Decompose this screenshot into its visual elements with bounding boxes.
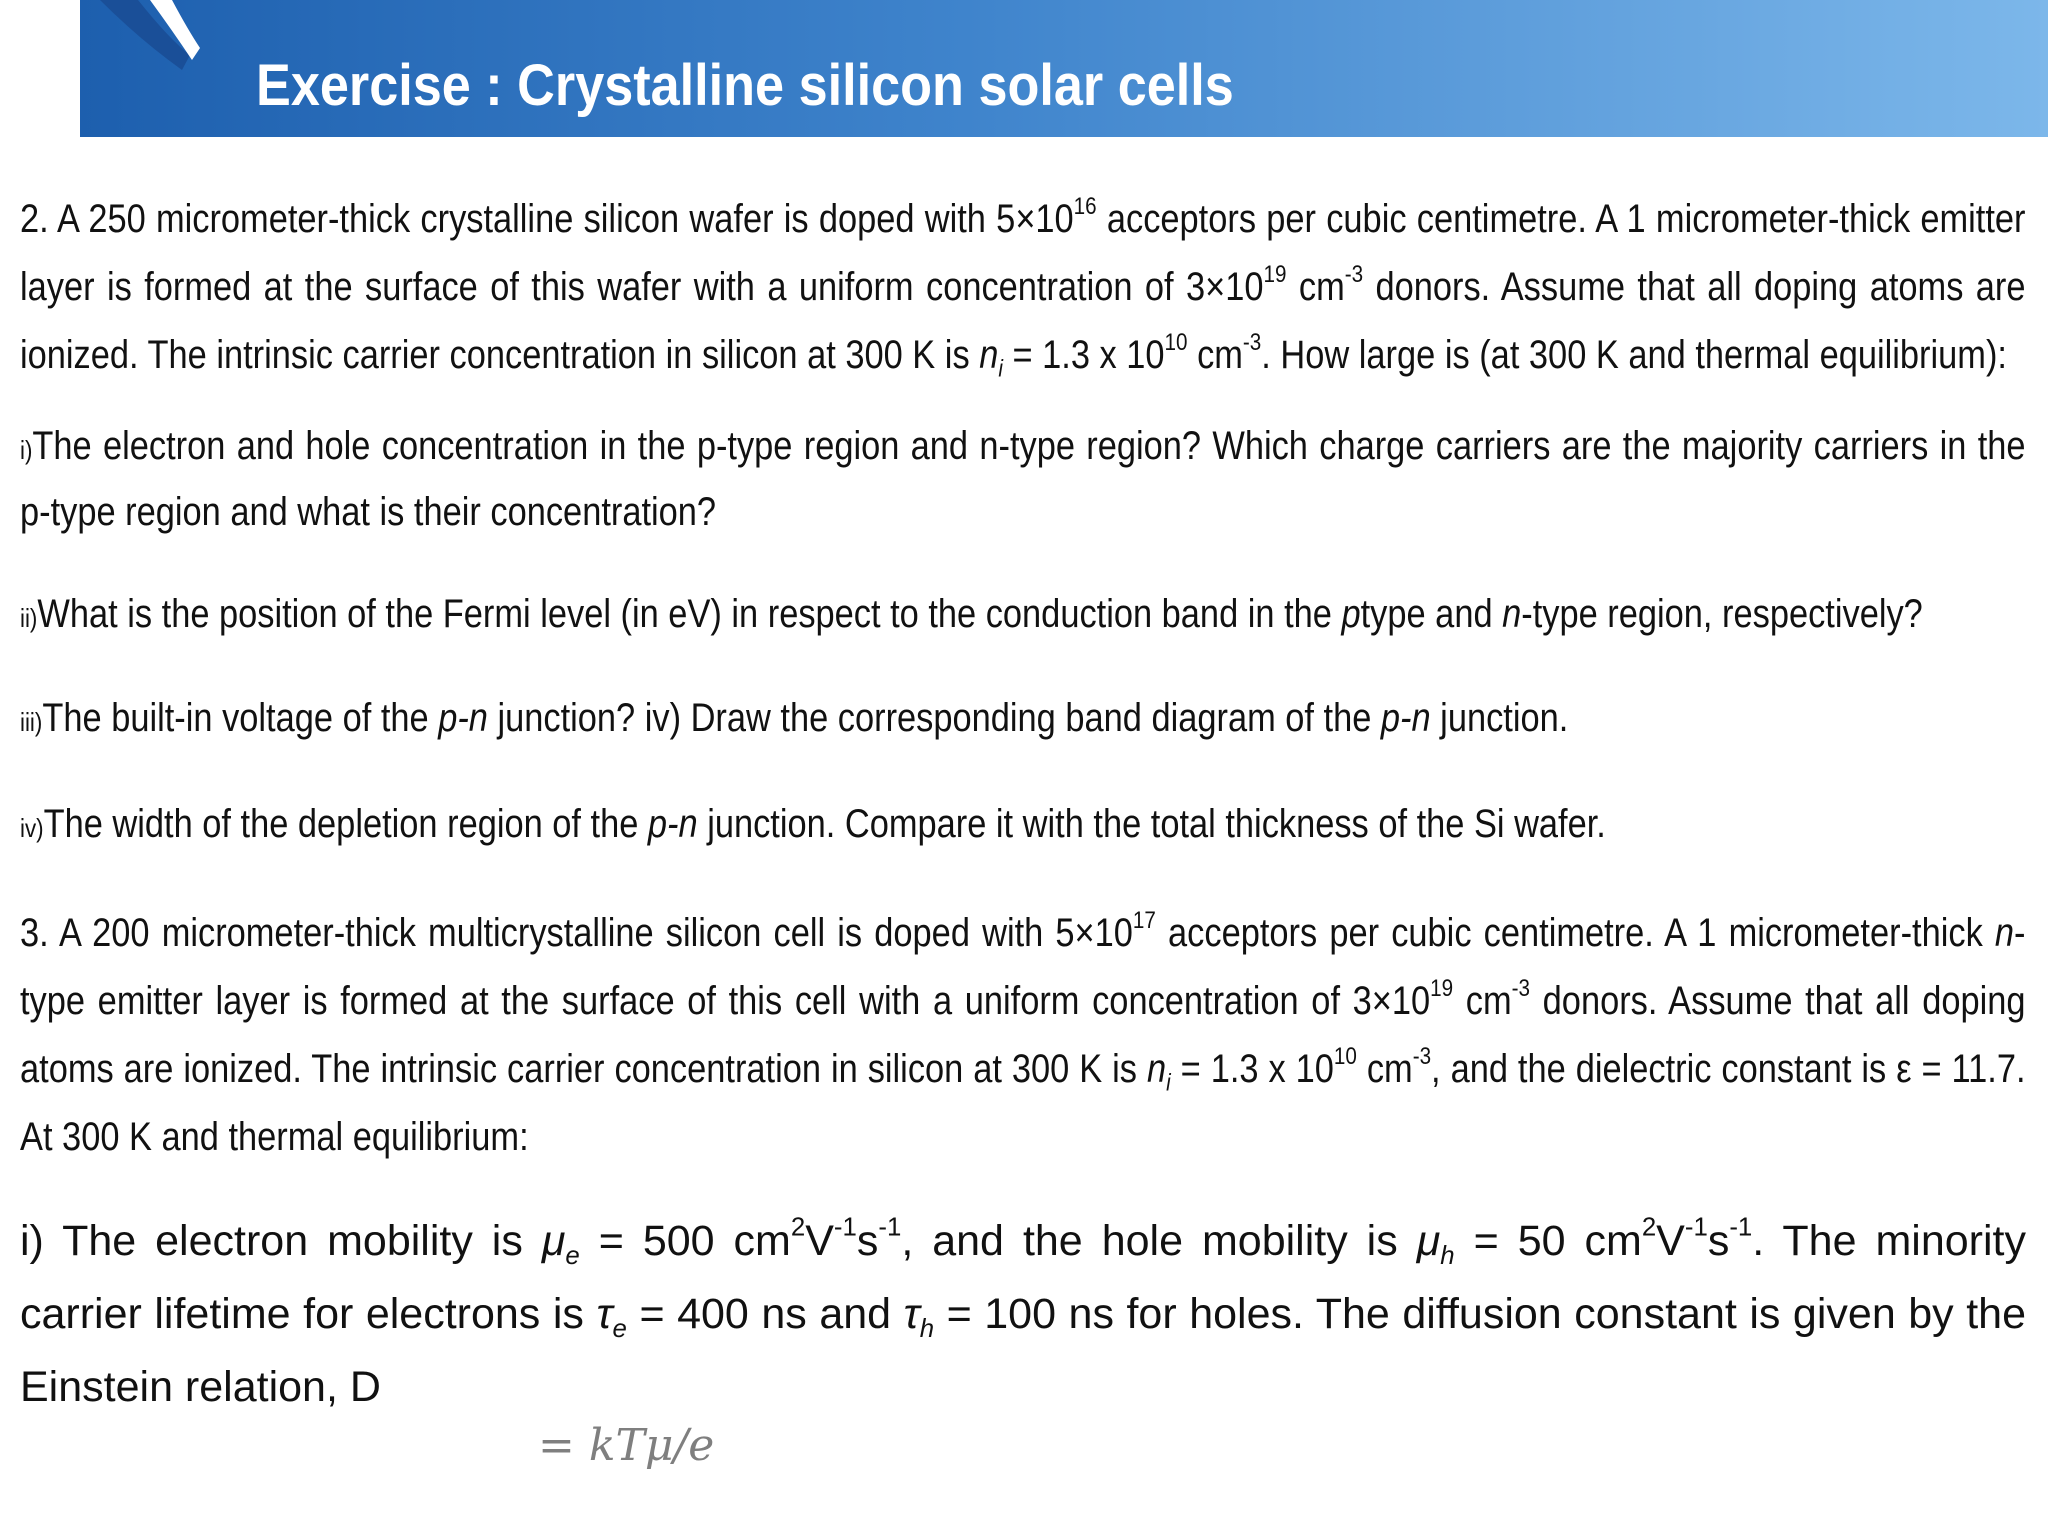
logo-swoosh-icon <box>60 0 200 100</box>
page-title: Exercise : Crystalline silicon solar cells <box>256 53 1234 118</box>
einstein-relation-overlay: = kTμ/e <box>538 1420 715 1471</box>
question-2: 2. A 250 micrometer-thick crystalline silicon wafer is doped with $5\times 10^{16}$ acceptors per cubic centimetre. A 1 micrometer-thick emitter layer is formed at the surface of this wafer with a uniform concentration of $3\times 10^{19}$ $cm^{-3}$ donors. Assume that all doping atoms are ionized. The intrinsic carrier concentration in silicon at 300 K is $n_i = 1.3$ x $10^{10}$ $cm^{-3}$. How large is (at 300 K and thermal equilibrium): <box>20 193 2026 383</box>
question-3: 3. A 200 micrometer-thick multicrystalline silicon cell is doped with $5\times 10^{17}$ acceptors per cubic centimetre. A 1 micrometer-thick n-type emitter layer is formed at the surface of this cell with a uniform concentration of $3\times 10^{19}$ $cm^{-3}$ donors. Assume that all doping atoms are ionized. The intrinsic carrier concentration in silicon at 300 K is $n_i = 1.3$ x $10^{10}$ $cm^{-3}$, and the dielectric constant is ε = 11.7. At 300 K and thermal equilibrium: <box>20 907 2026 1159</box>
question-2-part-iii: iii)The built-in voltage of the p-n junction? iv) Draw the corresponding band diagram of the p-n junction. <box>20 696 1569 740</box>
exercise-body <box>20 185 2026 1424</box>
question-2-part-ii: ii)What is the position of the Fermi level (in eV) in respect to the conduction band in the ptype and n-type region, respectively? <box>20 592 1923 636</box>
question-2-part-i: i)The electron and hole concentration in the p-type region and n-type region? Which charge carriers are the majority carriers in the p-type region and what is their concentration? <box>20 424 2026 534</box>
question-3-part-i: i) The electron mobility is $\mu_e = 500$ $cm^2V^{-1}s^{-1}$, and the hole mobility is $\mu_h = 50$ $cm^2V^{-1}s^{-1}$. The minority carrier lifetime for electrons is $\tau_e = 400$ ns and $\tau_h = 100$ ns for holes. The diffusion constant is given by the Einstein relation, D <box>20 1213 2026 1411</box>
question-2-part-iv: iv)The width of the depletion region of the p-n junction. Compare it with the total thickness of the Si wafer. <box>20 802 1606 846</box>
